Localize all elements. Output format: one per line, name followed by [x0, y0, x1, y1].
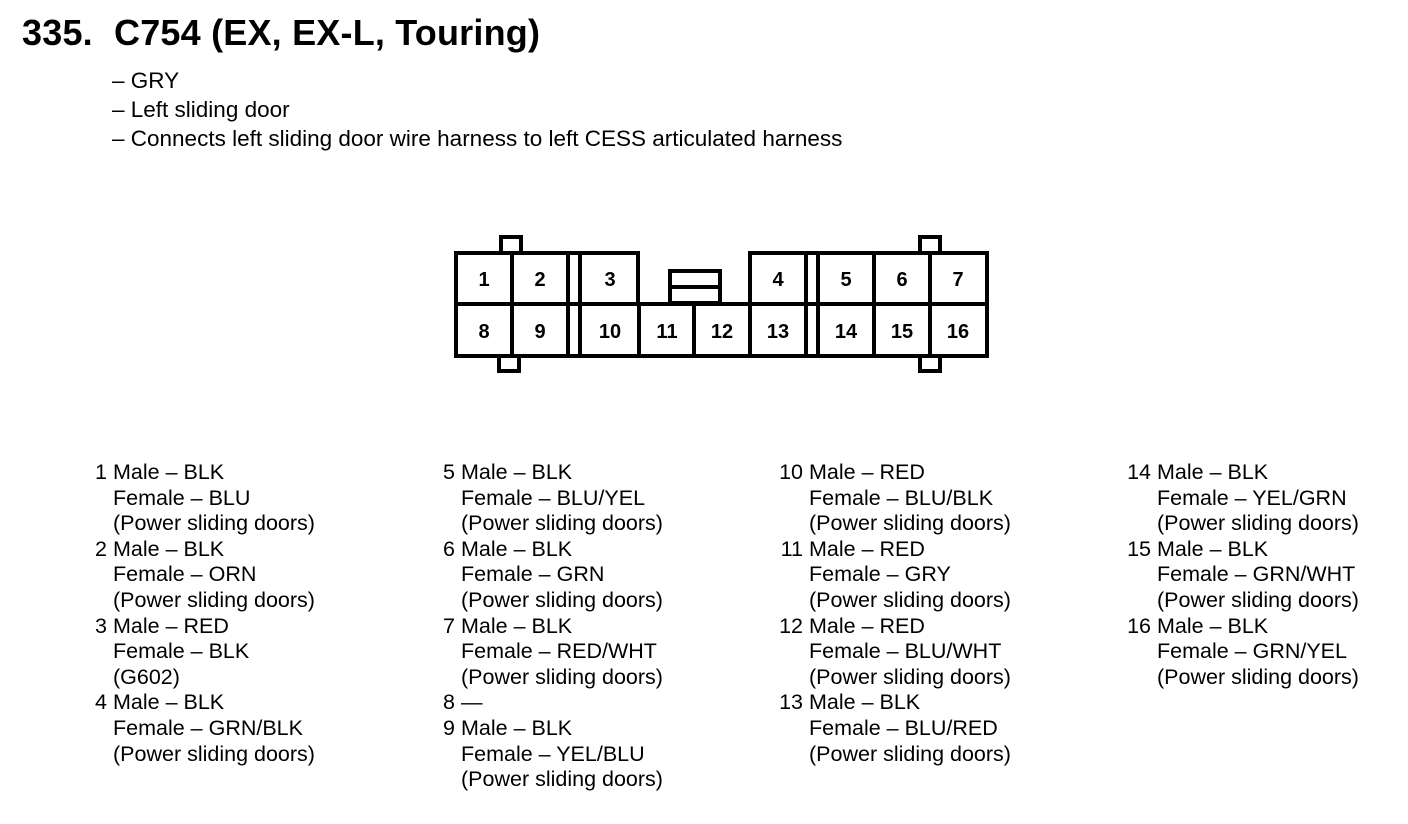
pin-female-wire: Female – GRN — [461, 562, 605, 587]
pin-female-wire: Female – BLU/YEL — [461, 485, 646, 510]
pin-column-1 — [89, 460, 315, 767]
pin-circuit-note: (G602) — [113, 664, 180, 689]
pin-entry-14 — [1127, 460, 1359, 537]
pin-male-wire: Male – BLK — [113, 536, 225, 561]
pin-number: 3 — [95, 613, 107, 638]
pin-entry-1 — [89, 460, 315, 537]
pin-entry-11 — [780, 536, 1011, 614]
cavity-2: 2 — [534, 269, 546, 291]
pin-circuit-note: (Power sliding doors) — [113, 511, 315, 536]
pin-male-wire: Male – BLK — [461, 715, 573, 740]
cavity-12: 12 — [710, 321, 734, 343]
pin-male-wire: Male – RED — [113, 613, 229, 638]
cavity-9: 9 — [534, 321, 546, 343]
cavity-1: 1 — [478, 269, 490, 291]
cavity-4: 4 — [772, 269, 784, 291]
pin-circuit-note: (Power sliding doors) — [809, 511, 1011, 536]
cavity-15: 15 — [890, 321, 914, 343]
pin-number: 14 — [1127, 460, 1151, 484]
pin-number: 8 — [443, 690, 455, 715]
pin-entry-5 — [437, 460, 663, 537]
pin-female-wire: Female – GRN/YEL — [1157, 639, 1347, 664]
cavity-10: 10 — [598, 321, 622, 343]
pin-number: 15 — [1127, 536, 1151, 561]
pin-column-3 — [779, 460, 1011, 767]
pin-entry-4 — [89, 690, 315, 767]
cavity-8: 8 — [478, 321, 490, 343]
top-right-tab — [920, 237, 940, 253]
cavity-13: 13 — [766, 321, 790, 343]
pin-number: 13 — [779, 690, 803, 715]
cavity-14: 14 — [834, 321, 858, 343]
pin-entry-15 — [1127, 536, 1359, 614]
pin-number: 12 — [779, 613, 803, 638]
pin-number: 6 — [443, 536, 455, 561]
pin-circuit-note: (Power sliding doors) — [113, 587, 315, 612]
pin-male-wire: Male – BLK — [113, 460, 225, 484]
pin-female-wire: Female – GRN/WHT — [1157, 562, 1356, 587]
pin-entry-9 — [437, 716, 663, 793]
pin-female-wire: Female – BLK — [113, 639, 250, 664]
pin-female-wire: Female – BLU/WHT — [809, 639, 1002, 664]
cavity-3: 3 — [604, 269, 616, 291]
connector-function: – Connects left sliding door wire harness to left CESS articulated harness — [112, 126, 843, 151]
pin-number: 10 — [779, 460, 803, 484]
cavity-7: 7 — [952, 269, 964, 291]
pin-number: 9 — [443, 715, 455, 740]
pin-entry-13 — [779, 690, 1011, 767]
pin-circuit-note: (Power sliding doors) — [809, 664, 1011, 689]
pin-male-wire: Male – BLK — [461, 613, 573, 638]
pin-female-wire: Female – BLU/RED — [809, 715, 998, 740]
pin-column-2 — [437, 460, 663, 793]
pin-circuit-note: (Power sliding doors) — [461, 511, 663, 536]
pin-entry-7 — [437, 614, 663, 691]
pin-female-wire: Female – BLU — [113, 485, 251, 510]
pin-female-wire: Female – RED/WHT — [461, 639, 657, 664]
pin-entry-3 — [89, 614, 315, 691]
cavity-16: 16 — [946, 321, 970, 343]
pin-female-wire: Female – GRN/BLK — [113, 715, 303, 740]
pin-male-wire: Male – BLK — [113, 690, 225, 715]
pin-entry-2 — [89, 537, 315, 614]
pin-entry-12 — [779, 613, 1011, 691]
pin-circuit-note: (Power sliding doors) — [1157, 511, 1359, 536]
pin-number: 4 — [95, 690, 107, 715]
pin-male-wire: Male – RED — [809, 536, 925, 561]
bottom-right-tab — [920, 356, 940, 371]
pin-circuit-note: (Power sliding doors) — [461, 664, 663, 689]
pin-entry-8 — [437, 690, 663, 716]
cavity-11: 11 — [656, 321, 678, 343]
connector-color: – GRY — [112, 68, 180, 93]
top-left-tab — [501, 237, 521, 253]
pin-circuit-note: (Power sliding doors) — [113, 741, 315, 766]
pin-circuit-note: (Power sliding doors) — [461, 767, 663, 792]
pin-number: 7 — [443, 613, 455, 638]
pin-number: 2 — [95, 536, 107, 561]
pin-male-wire: Male – BLK — [809, 690, 921, 715]
bottom-left-tab — [499, 356, 519, 371]
pin-number: 16 — [1127, 613, 1151, 638]
pin-circuit-note: (Power sliding doors) — [809, 741, 1011, 766]
pin-male-wire: Male – BLK — [1157, 460, 1269, 484]
pin-female-wire: Female – GRY — [809, 562, 951, 587]
pin-female-wire: Female – BLU/BLK — [809, 485, 994, 510]
section-number: 335. — [22, 12, 93, 53]
connector-title: C754 (EX, EX-L, Touring) — [114, 12, 541, 53]
pin-circuit-note: (Power sliding doors) — [461, 587, 663, 612]
pin-circuit-note: (Power sliding doors) — [1157, 587, 1359, 612]
pin-male-wire: Male – RED — [809, 613, 925, 638]
pin-entry-6 — [437, 537, 663, 614]
pin-number: 1 — [95, 460, 107, 484]
pin-number: 11 — [780, 536, 803, 561]
pin-female-wire: Female – YEL/BLU — [461, 741, 645, 766]
pin-number: 5 — [443, 460, 455, 484]
pin-column-4 — [1127, 460, 1359, 690]
cavity-6: 6 — [896, 269, 908, 291]
pin-male-wire: — — [461, 690, 483, 715]
pin-entry-16 — [1127, 613, 1359, 691]
pin-male-wire: Male – BLK — [461, 536, 573, 561]
connector-location: – Left sliding door — [112, 97, 290, 122]
pin-male-wire: Male – BLK — [461, 460, 573, 484]
pin-female-wire: Female – YEL/GRN — [1157, 485, 1347, 510]
pin-entry-10 — [779, 460, 1011, 537]
pin-female-wire: Female – ORN — [113, 562, 257, 587]
pin-male-wire: Male – BLK — [1157, 536, 1269, 561]
pin-circuit-note: (Power sliding doors) — [809, 587, 1011, 612]
pin-male-wire: Male – RED — [809, 460, 925, 484]
pin-male-wire: Male – BLK — [1157, 613, 1269, 638]
pin-circuit-note: (Power sliding doors) — [1157, 664, 1359, 689]
cavity-5: 5 — [840, 269, 852, 291]
